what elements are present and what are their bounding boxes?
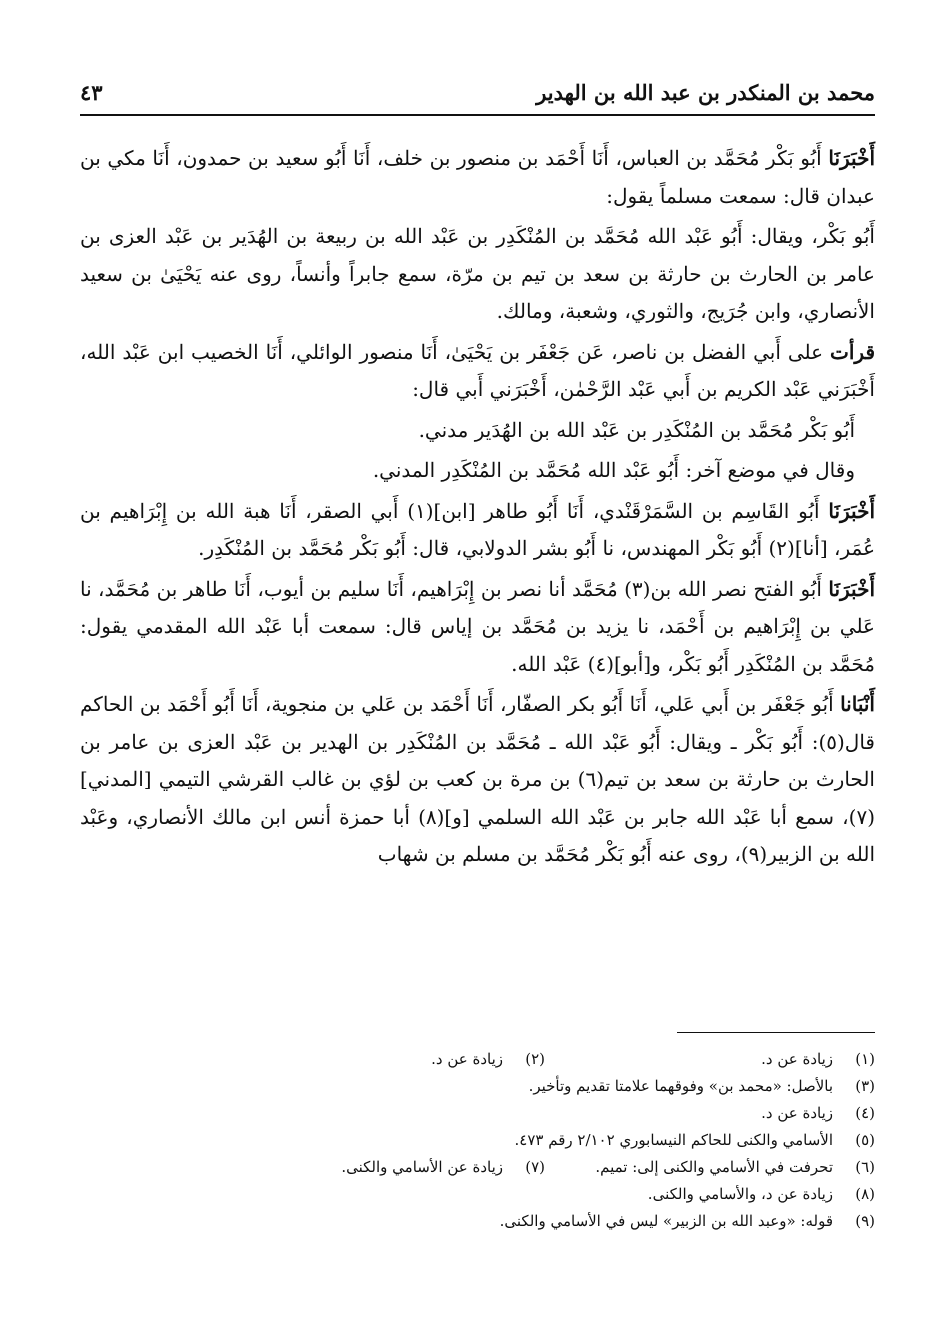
running-head bbox=[80, 74, 875, 110]
footnote-text: زيادة عن د. bbox=[761, 1104, 833, 1122]
paragraph-text: أَبُو الفتح نصر الله بن(٣) مُحَمَّد أنا نصر بن إِبْرَاهيم، أَنَا سليم بن أيوب، أَنَا طاهر بن مُحَمَّد، نا عَلي بن إِبْرَاهيم بن أَحْمَد، نا يزيد بن مُحَمَّد بن إياس قال: سمعت أبا عَبْد الله المقدمي يقول: مُحَمَّد بن المُنْكَدِر أَبُو بَكْر، و[أبو](٤) عَبْد الله. bbox=[80, 576, 875, 676]
paragraph bbox=[80, 493, 875, 568]
footnote-number: (١) bbox=[855, 1050, 875, 1068]
footnote-text: زيادة عن د. bbox=[761, 1050, 833, 1068]
footnote bbox=[545, 1046, 875, 1073]
header-rule bbox=[80, 114, 875, 116]
paragraph-text: وقال في موضع آخر: أَبُو عَبْد الله مُحَمَّد بن المُنْكَدِر المدني. bbox=[372, 458, 855, 482]
paragraph bbox=[80, 334, 875, 409]
footnote-row bbox=[80, 1127, 875, 1154]
footnote-number: (٩) bbox=[855, 1212, 875, 1230]
footnote-row bbox=[80, 1073, 875, 1100]
footnote-text: زيادة عن د، والأسامي والكنى. bbox=[647, 1185, 833, 1203]
footnote-number: (٢) bbox=[525, 1050, 545, 1068]
footnote-row bbox=[80, 1154, 875, 1181]
paragraph bbox=[80, 140, 875, 215]
footnote-number: (٧) bbox=[525, 1158, 545, 1176]
footnote bbox=[500, 1208, 875, 1235]
footnote bbox=[529, 1073, 875, 1100]
paragraph-lead: أَخْبَرَنَا bbox=[828, 146, 875, 170]
footnote-text: بالأصل: «محمد بن» وفوقهما علامتا تقديم وتأخير. bbox=[528, 1077, 833, 1095]
footnote-row bbox=[80, 1100, 875, 1127]
footnote-text: قوله: «وعبد الله بن الزبير» ليس في الأسامي والكنى. bbox=[499, 1212, 833, 1230]
footnote-text: زيادة عن د. bbox=[431, 1050, 503, 1068]
paragraph-text: أَبُو بَكْر، ويقال: أَبُو عَبْد الله مُحَمَّد بن المُنْكَدِر بن عَبْد الله بن ربيعة بن الهُدَير بن عَبْد العزى بن عامر بن الحارث بن حارثة بن سعد بن تيم بن مرّة، سمع جابراً وأنساً، روى عنه يَحْيَىٰ بن سعيد الأنصاري، وابن جُرَيج، والثوري، وشعبة، ومالك. bbox=[80, 224, 875, 323]
paragraph-lead: قرأت bbox=[830, 339, 876, 364]
paragraph-text: أَبُو القَاسِم بن السَّمَرْقَنْدي، أَنَا أَبُو طاهر [ابن](١) أَبي الصقر، أَنَا هبة الله بن إِبْرَاهيم بن عُمَر، [أنا](٢) أَبُو بَكْر المهندس، نا أَبُو بشر الدولابي، قال: أَبُو بَكْر مُحَمَّد بن المُنْكَدِر. bbox=[80, 498, 875, 560]
footnote-row bbox=[80, 1208, 875, 1235]
footnote-row bbox=[80, 1046, 875, 1073]
paragraph bbox=[80, 218, 875, 331]
paragraph bbox=[80, 571, 875, 684]
footnote-number: (٥) bbox=[855, 1131, 875, 1149]
footnote-text: الأسامي والكنى للحاكم النيسابوري ٢/١٠٢ رقم ٤٧٣. bbox=[514, 1131, 833, 1149]
paragraph-lead: أَخْبَرَنَا bbox=[828, 576, 875, 601]
paragraph-lead: أَنْبَانا bbox=[840, 692, 875, 716]
footnote-number: (٨) bbox=[855, 1185, 875, 1203]
footnote-row bbox=[80, 1181, 875, 1208]
paragraph bbox=[80, 412, 875, 450]
paragraph-lead: أَخْبَرَنَا bbox=[828, 498, 875, 523]
footnote-text: تحرفت في الأسامي والكنى إلى: تميم. bbox=[595, 1158, 833, 1176]
footnote-rule bbox=[677, 1032, 875, 1033]
footnotes bbox=[80, 1046, 875, 1235]
paragraph bbox=[80, 452, 875, 490]
main-text bbox=[80, 140, 875, 877]
page-number: ٤٣ bbox=[80, 79, 103, 105]
footnote bbox=[431, 1046, 545, 1073]
footnote bbox=[761, 1100, 875, 1127]
paragraph-text: على أَبي الفضل بن ناصر، عَن جَعْفَر بن يَحْيَىٰ، أَنَا منصور الوائلي، أَنَا الخصيب ابن عَبْد الله، أَخْبَرَني عَبْد الكريم بن أَبي عَبْد الرَّحْمٰن، أَخْبَرَني أَبي قال: bbox=[80, 339, 875, 401]
footnote-text: زيادة عن الأسامي والكنى. bbox=[341, 1158, 503, 1176]
paragraph bbox=[80, 686, 875, 874]
footnote-number: (٦) bbox=[855, 1158, 875, 1176]
footnote-number: (٤) bbox=[855, 1104, 875, 1122]
paragraph-text: أَبُو بَكْر مُحَمَّد بن المُنْكَدِر بن عَبْد الله بن الهُدَير مدني. bbox=[418, 417, 855, 442]
paragraph-text: أَبُو جَعْفَر بن أَبي عَلي، أَنَا أَبُو بكر الصفّار، أَنَا أَحْمَد بن عَلي بن منجوية، أَنَا أَبُو أَحْمَد بن الحاكم قال(٥): أَبُو بَكْر ـ ويقال: أَبُو عَبْد الله ـ مُحَمَّد بن المُنْكَدِر بن الهدير بن عَبْد العزى بن عامر بن الحارث بن حارثة بن سعد بن تيم(٦) بن مرة بن كعب بن لؤي بن غالب القرشي التيمي [المدني](٧)، سمع أبا عَبْد الله جابر بن عَبْد الله السلمي [و](٨) أبا حمزة أنس ابن مالك الأنصاري، وعَبْد الله بن الزبير(٩)، روى عنه أَبُو بَكْر مُحَمَّد بن مسلم بن شهاب bbox=[80, 692, 875, 866]
paragraph-text: أَبُو بَكْر مُحَمَّد بن العباس، أَنَا أَحْمَد بن منصور بن خلف، أَنَا أَبُو سعيد بن حمدون، أَنَا مكي بن عبدان قال: سمعت مسلماً يقول: bbox=[80, 146, 875, 208]
footnote bbox=[648, 1181, 875, 1208]
footnote bbox=[515, 1127, 876, 1154]
footnote bbox=[341, 1154, 545, 1181]
footnote-number: (٣) bbox=[855, 1077, 875, 1095]
running-title: محمد بن المنكدر بن عبد الله بن الهدير bbox=[536, 79, 875, 105]
footnote bbox=[545, 1154, 875, 1181]
